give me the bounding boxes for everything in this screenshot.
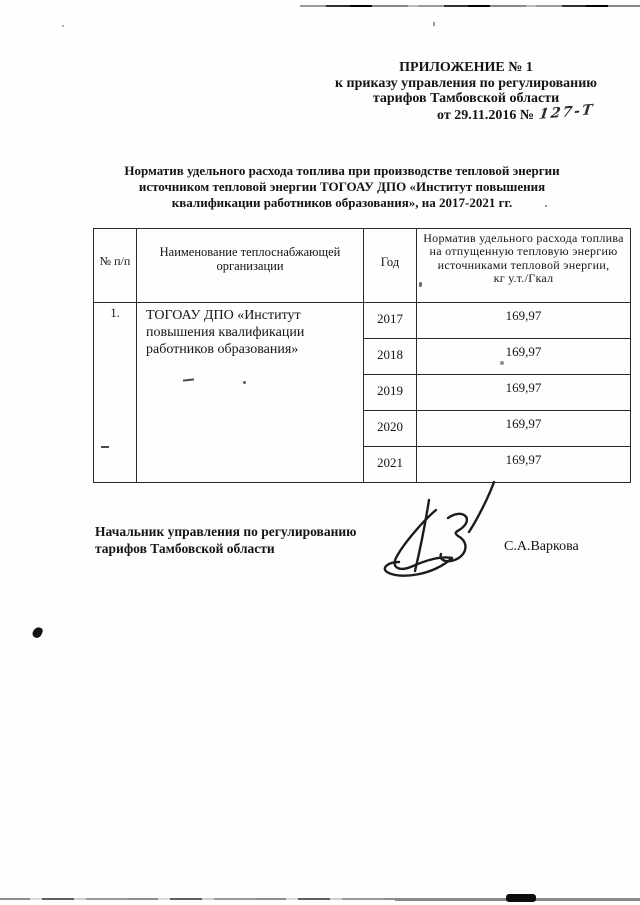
year-cell: 2018 — [364, 339, 417, 375]
value-cell: 169,97 — [417, 303, 631, 339]
value-cell: 169,97 — [417, 447, 631, 483]
year-cell: 2020 — [364, 411, 417, 447]
table-header-row — [94, 229, 631, 303]
document-title — [42, 163, 640, 212]
handwritten-order-number: 127-Т — [537, 101, 595, 123]
order-date-prefix: от 29.11.2016 № — [437, 107, 534, 123]
header-cell-year: Год — [364, 229, 417, 303]
value-cell: 169,97 — [417, 375, 631, 411]
document-title-line3: квалификации работников образования», на 2017-2021 гг. — [171, 195, 513, 211]
year-cell: 2021 — [364, 447, 417, 483]
scan-artifact — [433, 22, 435, 26]
ink-speck — [31, 626, 43, 640]
organization-cell: ТОГОАУ ДПО «Институт повышения квалификации работников образования» — [137, 303, 364, 483]
table-row — [94, 303, 631, 339]
document-title-line1: Норматив удельного расхода топлива при производстве тепловой энергии — [124, 163, 560, 178]
order-date-line — [315, 101, 617, 124]
header-cell-norm — [417, 229, 631, 303]
signatory-position — [95, 524, 395, 557]
appendix-number-line: ПРИЛОЖЕНИЕ № 1 — [399, 60, 533, 75]
year-cell: 2019 — [364, 375, 417, 411]
row-number-cell: 1. — [94, 303, 137, 483]
scan-artifact-top-edge — [300, 5, 640, 7]
order-reference-line1: к приказу управления по регулированию — [334, 75, 597, 91]
signatory-position-line2: тарифов Тамбовской области — [95, 540, 275, 556]
scan-artifact-bottom-edge — [395, 898, 640, 901]
header-norm-unit: кг у.т./Гкал — [493, 271, 554, 286]
value-cell: 169,97 — [417, 411, 631, 447]
handwritten-signature — [372, 474, 507, 584]
header-norm-text: Норматив удельного расхода топлива на отпущенную тепловую энергию источниками тепловой энергии, — [423, 231, 624, 272]
header-cell-row-number: № п/п — [94, 229, 137, 303]
scan-artifact-bottom-edge — [0, 898, 640, 900]
appendix-header — [315, 60, 617, 123]
document-title-line2: источником тепловой энергии ТОГОАУ ДПО «Институт повышения — [138, 179, 546, 195]
scan-artifact-blob — [506, 894, 536, 902]
year-cell: 2017 — [364, 303, 417, 339]
header-cell-organization: Наименование теплоснабжающей организации — [137, 229, 364, 303]
scan-artifact — [62, 25, 64, 27]
value-cell: 169,97 — [417, 339, 631, 375]
fuel-norm-table — [93, 228, 631, 483]
order-reference-line2: тарифов Тамбовской области — [372, 91, 560, 106]
signatory-position-line1: Начальник управления по регулированию — [95, 524, 357, 539]
signatory-name: С.А.Варкова — [504, 539, 579, 554]
